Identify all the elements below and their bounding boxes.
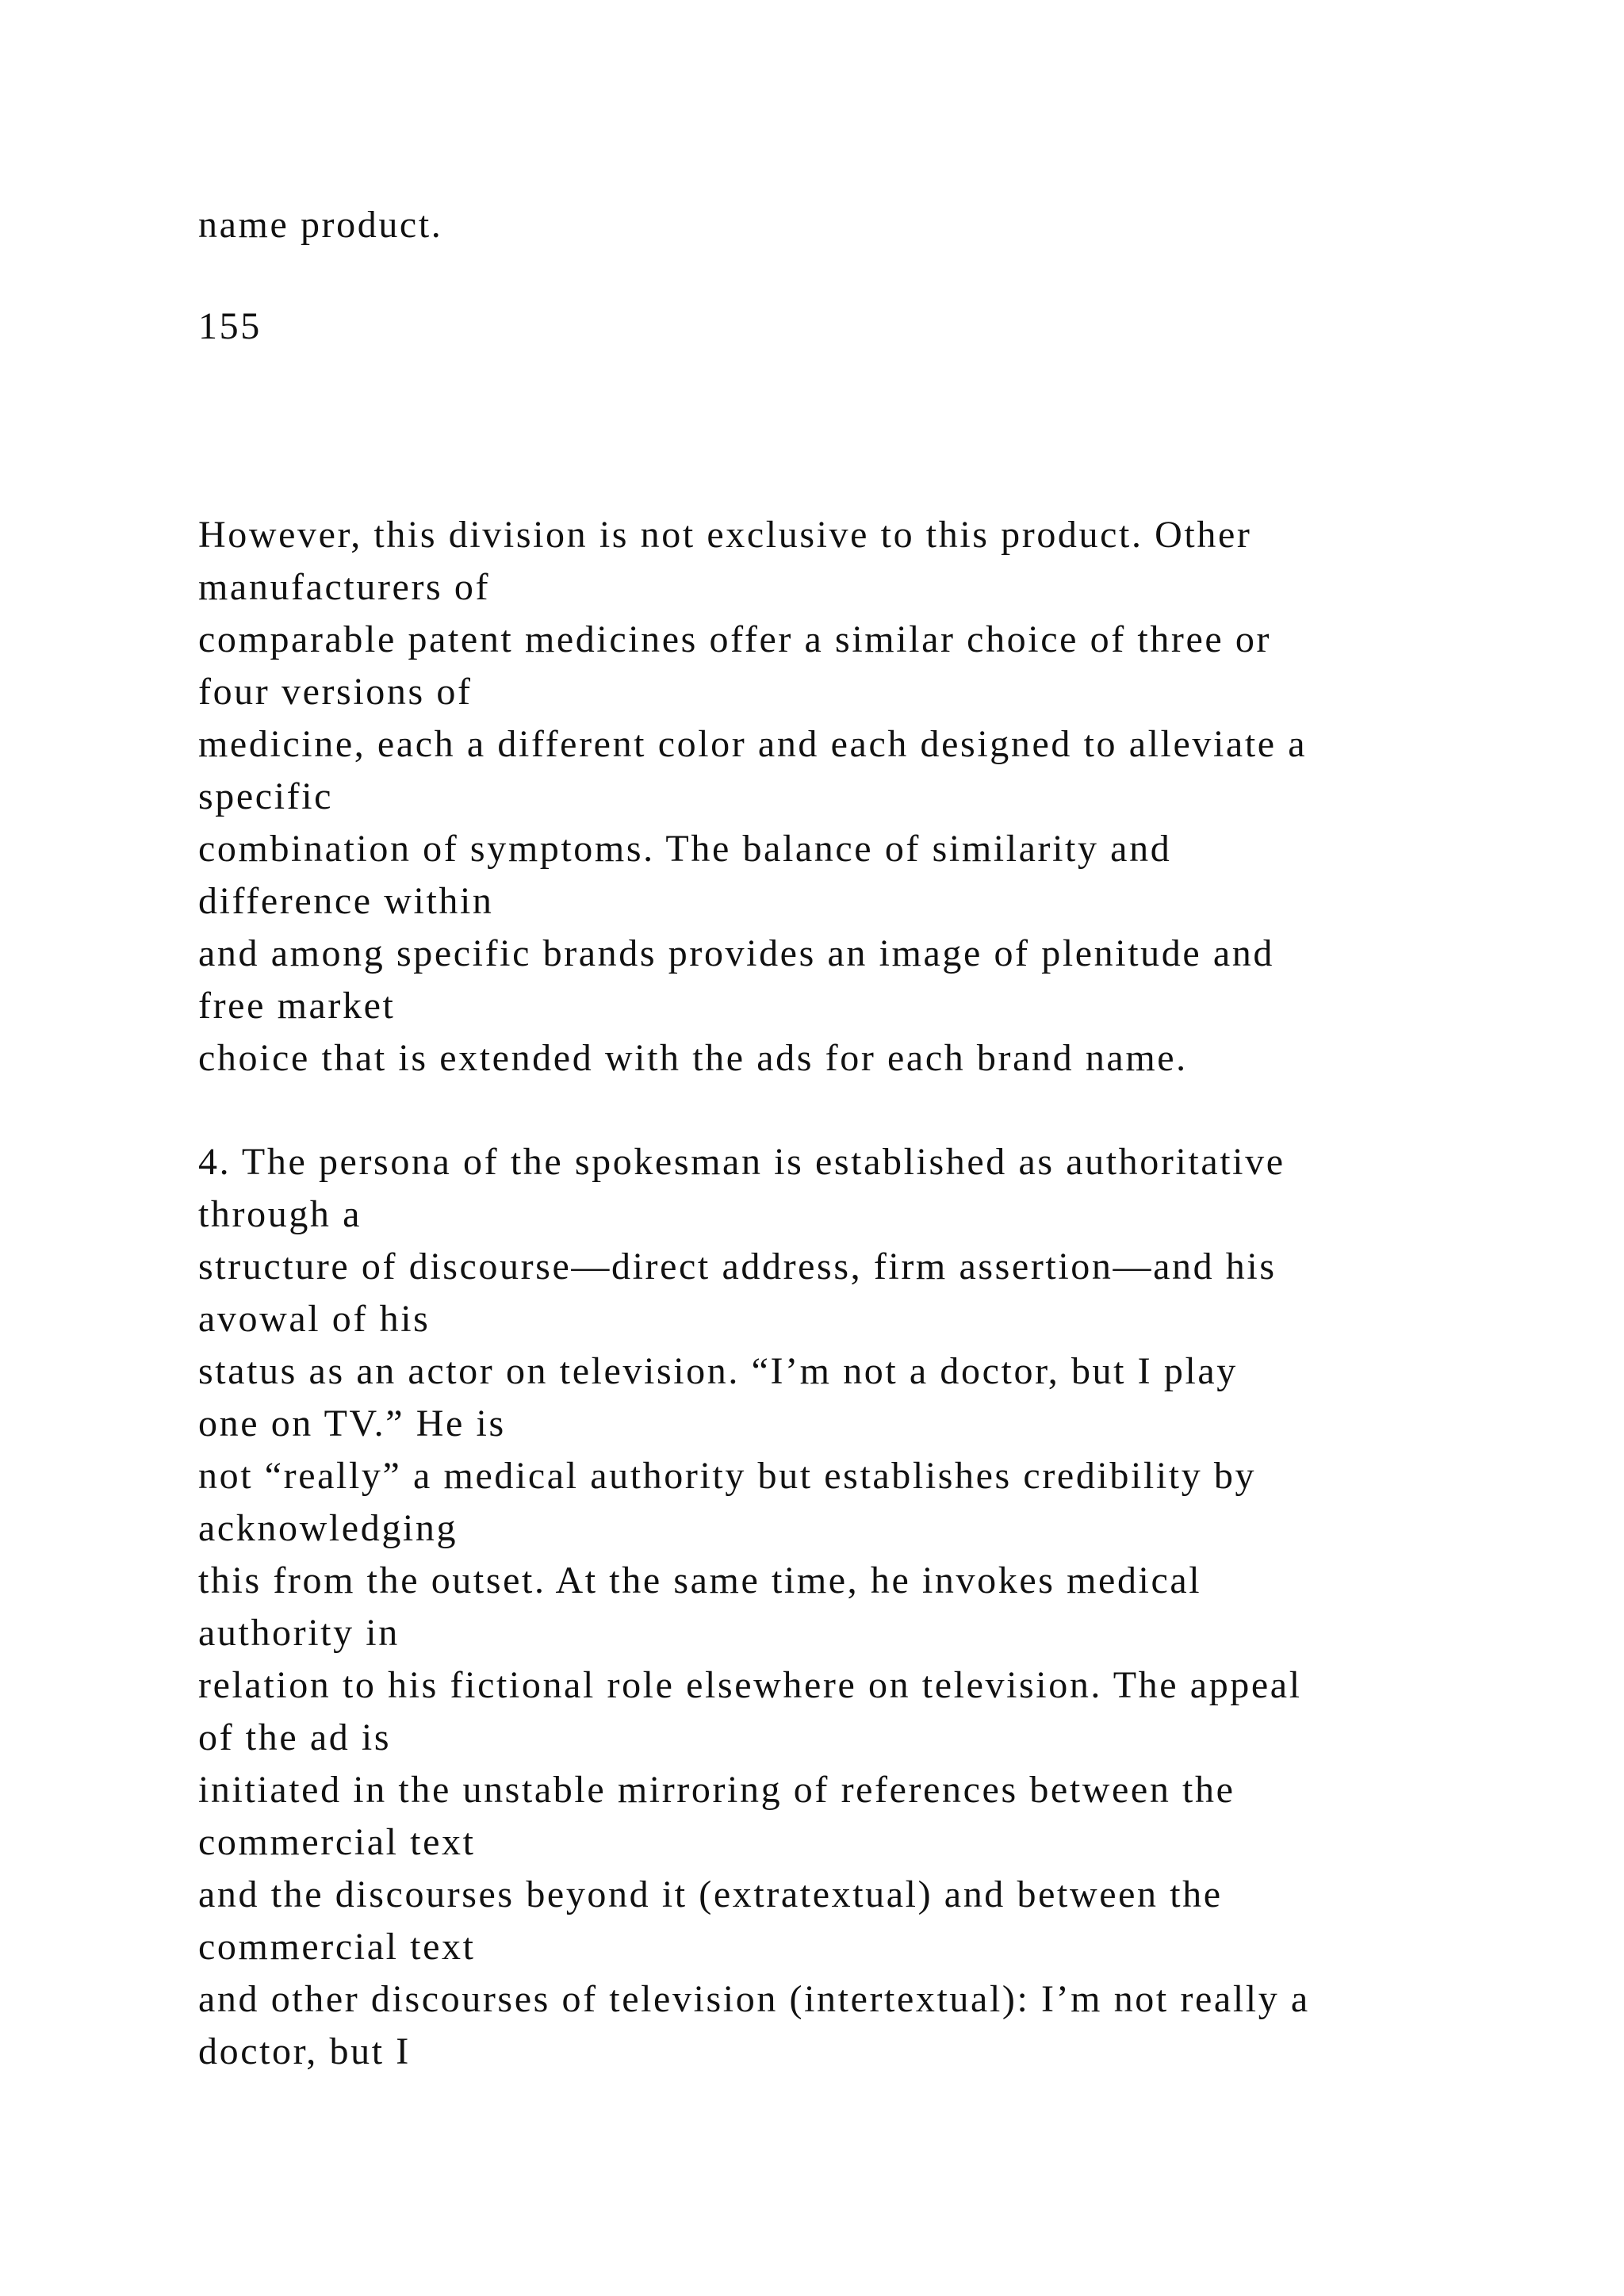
text-line: manufacturers of [198,566,491,608]
text-line: avowal of his [198,1298,431,1340]
text-line: this from the outset. At the same time, he invokes medical [198,1559,1202,1601]
text-line: acknowledging [198,1507,458,1549]
text-line: structure of discourse—direct address, firm assertion—and his [198,1246,1277,1288]
text-line: not “really” a medical authority but establishes credibility by [198,1455,1257,1497]
text-line: difference within [198,880,494,922]
text-line: and other discourses of television (intertextual): I’m not really a [198,1978,1310,2020]
text-line: initiated in the unstable mirroring of references between the [198,1769,1235,1811]
text-line: of the ad is [198,1716,392,1758]
text-line: choice that is extended with the ads for each brand name. [198,1037,1188,1079]
text-line: authority in [198,1612,400,1654]
text-line: name product. [198,204,443,246]
text-line: and among specific brands provides an image of plenitude and [198,932,1274,974]
text-line: medicine, each a different color and each designed to alleviate a [198,723,1308,765]
text-line: combination of symptoms. The balance of similarity and [198,828,1172,870]
text-line: one on TV.” He is [198,1402,506,1445]
text-line: commercial text [198,1926,476,1968]
text-line: through a [198,1193,362,1235]
text-line: relation to his fictional role elsewhere on television. The appeal [198,1664,1302,1706]
text-line: commercial text [198,1821,476,1863]
text-line: However, this division is not exclusive to this product. Other [198,514,1252,556]
text-line: 4. The persona of the spokesman is established as authoritative [198,1141,1285,1183]
text-line: status as an actor on television. “I’m not a doctor, but I play [198,1350,1238,1392]
text-line: and the discourses beyond it (extratextual) and between the [198,1873,1223,1915]
text-line: specific [198,775,334,817]
text-line: free market [198,985,396,1027]
text-line: doctor, but I [198,2030,411,2072]
text-line: four versions of [198,671,473,713]
page-number: 155 [198,305,262,347]
text-line: comparable patent medicines offer a similar choice of three or [198,618,1272,660]
